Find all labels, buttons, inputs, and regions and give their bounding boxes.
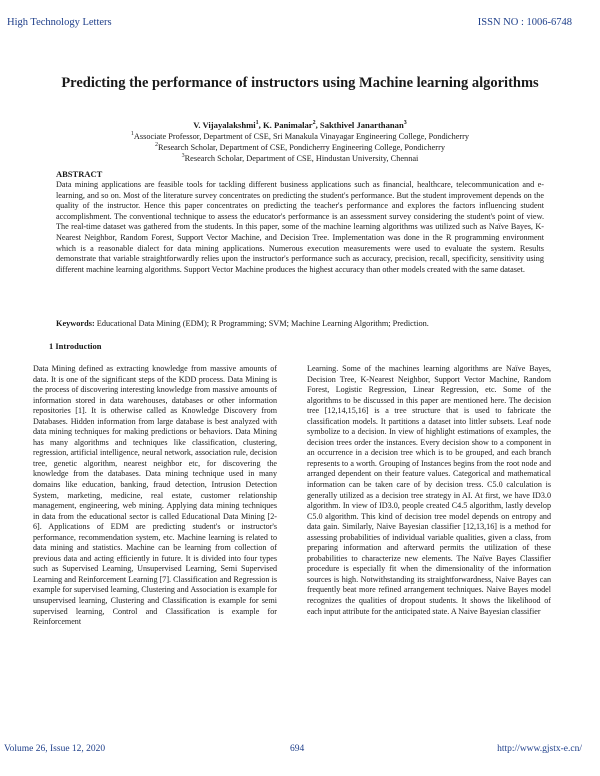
affiliation [0,142,600,152]
affiliation-text: Associate Professor, Department of CSE, Sri Manakula Vinayagar Engineering College, Pondicherry [133,131,470,141]
abstract-heading: ABSTRACT [56,169,103,179]
body-column-left: Data Mining defined as extracting knowledge from massive amounts of data. It is one of the significant steps of the KDD process. Data Mining is the process of discovering interesting knowledge from massive amounts of information stored in data warehouses, databases or other information repositories [1]. It is otherwise called as Knowledge Discovery from Databases. Hidden information from large database is best analyzed with data mining techniques for making predictions or behaviors. Data Mining has many algorithms and techniques like classification, clustering, regression, artificial intelligence, neural network, association rule, decision tree, genetic algorithm, nearest neighbor etc, for discovering the knowledge from the databases. Data mining technique used in many domains like education, banking, fraud detection, Intrusion Detection System, marketing, medicine, real estate, customer relationship management, engineering, web mining. Applying data mining techniques in data from the educational sector is called Educational Data Mining [2-6]. Applications of EDM are predicting student's or instructor's performance, recommendation system, etc. Machine learning is related to data mining and statistics. Machine can be learning from collection of previous data and acting efficiently in future. It is divided into four types such as Supervised Learning, Unsupervised Learning, Semi Supervised Learning and Reinforcement Learning [7]. Classification and Regression is example for supervised learning, Clustering and Association is example for unsupervised learning, Clustering and Classification is example for semi supervised learning, Control and Classification is example for Reinforcement [33,364,277,627]
page-number: 694 [290,744,305,754]
keywords-line [56,318,544,329]
affiliation [0,153,600,163]
author-name: K. Panimalar [262,120,313,130]
author-sup: 3 [403,120,407,127]
body-column-right: Learning. Some of the machines learning algorithms are Naïve Bayes, Decision Tree, K-Nearest Neighbor, Support Vector Machine, Random Forest, Logistic Regression, Linear Regression, etc. Some of the algorithms to be discussed in this paper are mentioned here. The decision tree [12,14,15,16] is a tree structure that is used to fabricate the classification models. It partitions a dataset into littler subsets. Leaf node symbolize to a decision. In view of highlight estimations of examples, the decision trees order the instances. Every decision show to a component in an occurrence in a decision tree which is to be grouped, and each branch represents to a worth. Grouping of Instances begins from the root node and arranged dependent on their feature values. Categorical and mathematical information can be taken care of by decision tress. C5.0 calculation is generally utilized as a decision tree strategy in AI. At first, we have ID3.0 algorithm. In view of ID3.0, people created C4.5 algorithm, lastly develop C5.0 algorithm. This kind of decision tree model depends on entropy and data gain. Similarly, Naive Bayesian classifier [12,13,16] is a method for assessing probabilities of individual variable qualities, given a class, from preparing information and afterward permits the utilization of these probabilities to characterize new elements. The Naïve Bayes Classifier procedure is especially fit when the dimensionality of the information sources is high. Notwithstanding its straightforwardness, Naive Bayes can frequently beat more refined arrangement techniques. Naive Bayes model recognizes the qualities of dropout students. It shows the likelihood of each input attribute for the anticipated state. A Naive Bayesian classifier [307,364,551,616]
affiliation-sup: 2 [155,142,158,148]
affiliation-sup: 1 [130,131,134,137]
author-line: V. Vijayalakshmi$^1$, K. Panimalar$^2$, Sakthivel Janarthanan$^3$ [193,120,407,130]
abstract-text: Data mining applications are feasible tools for tackling different business applications such as financial, healthcare, telecommunication and e-learning, and so on. Most of the literature survey concentrates on predicting the student's performance. But the student improvement depends on the quality of the instructor. Hence this paper concentrates on predicting the teacher's performance and explores the factors influencing student accomplishment. The conventional technique to assess the educator's performance is an assessment survey considering the student's point of view. The real-time dataset was gathered from the students. In this paper, some of the machine learning algorithms was utilized such as Naïve Bayes, K-Nearest Neighbor, Random Forest, Support Vector Machine, and Decision Tree. Implementation was done in the R programming environment which is a reasonable dialect for data mining applications. Numerous execution measurements were used to evaluate the system. Results demonstrate that variable straightforwardly relies upon the instructor's performance such as accuracy, precision, recall, specificity, sensitivity using different machine learning algorithms. Support Vector Machine produces the highest accuracy than other models created with the same dataset. [56,180,544,274]
affiliation-text: Research Scholar, Department of CSE, Pondicherry Engineering College, Pondicherry [158,142,445,152]
keywords-label: Keywords: [56,319,95,328]
author-sup: 2 [312,120,316,127]
paper-title: Predicting the performance of instructors using Machine learning algorithms [61,75,539,91]
journal-url[interactable]: http://www.gjstx-e.cn/ [497,744,582,754]
section-heading: 1 Introduction [49,341,102,351]
affiliation-text: Research Scholar, Department of CSE, Hindustan University, Chennai [184,153,419,163]
keywords-text: Educational Data Mining (EDM); R Programming; SVM; Machine Learning Algorithm; Prediction. [96,319,429,328]
issn-number: ISSN NO : 1006-6748 [477,17,572,28]
author-name: V. Vijayalakshmi [193,120,256,130]
author-name: Sakthivel Janarthanan [319,120,404,130]
journal-name: High Technology Letters [7,17,112,28]
volume-info: Volume 26, Issue 12, 2020 [4,744,106,754]
affiliation-sup: 3 [181,153,185,159]
affiliation [0,131,600,141]
author-sup: 1 [255,120,259,127]
